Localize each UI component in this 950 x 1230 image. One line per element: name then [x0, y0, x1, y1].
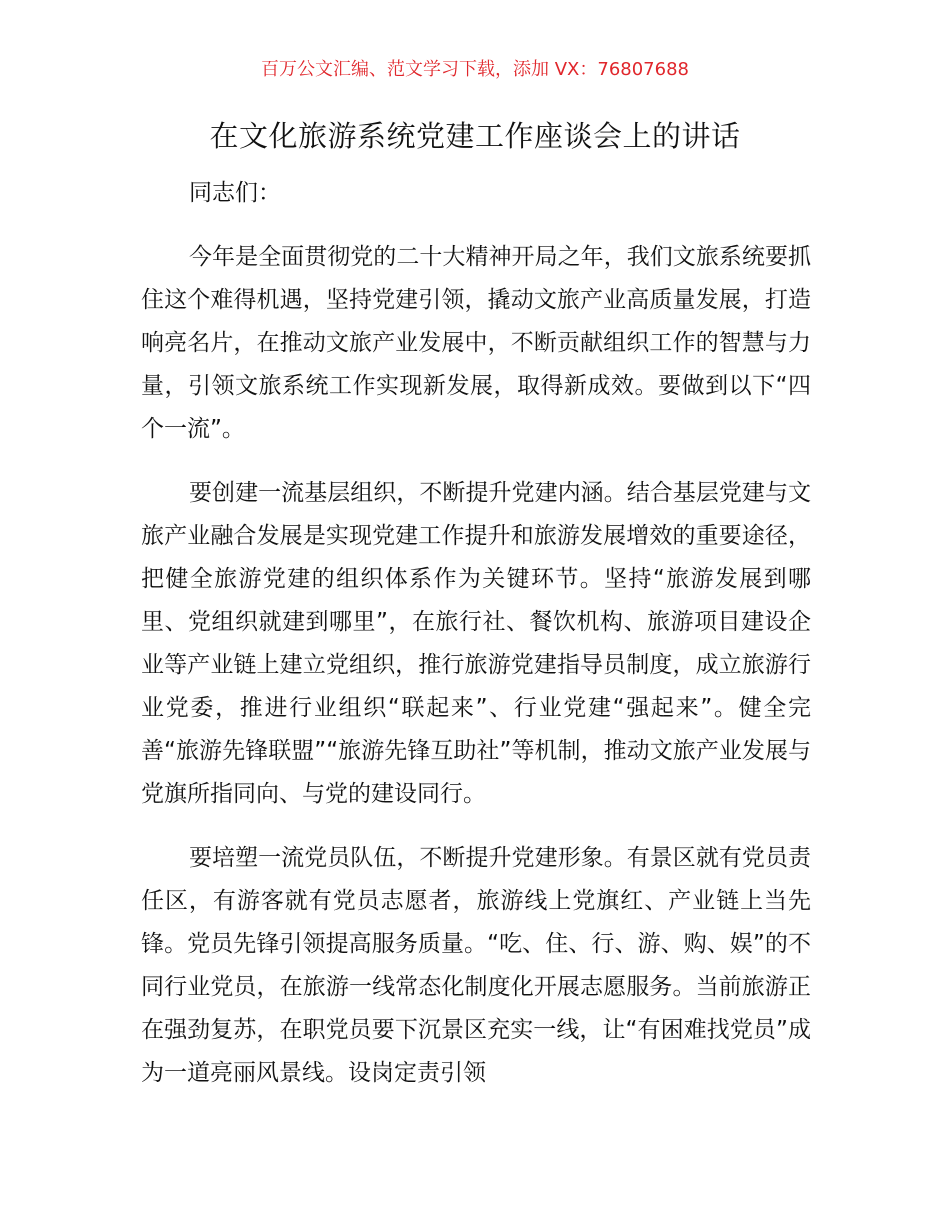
paragraph-3: 要培塑一流党员队伍，不断提升党建形象。有景区就有党员责任区，有游客就有党员志愿者，旅游线上党旗红、产业链上当先锋。党员先锋引领提高服务质量。“吃、住、行、游、购、娱”的不同行业党员，在旅游一线常态化制度化开展志愿服务。当前旅游正在强劲复苏，在职党员要下沉景区充实一线，让“有困难找党员”成为一道亮丽风景线。设岗定责引领	[141, 845, 811, 1086]
paragraph-1: 今年是全面贯彻党的二十大精神开局之年，我们文旅系统要抓住这个难得机遇，坚持党建引领，撬动文旅产业高质量发展，打造响亮名片，在推动文旅产业发展中，不断贡献组织工作的智慧与力量，引领文旅系统工作实现新发展，取得新成效。要做到以下“四个一流”。	[141, 244, 811, 442]
document-title: 在文化旅游系统党建工作座谈会上的讲话	[209, 119, 741, 153]
greeting: 同志们：	[189, 180, 281, 206]
paragraph-2: 要创建一流基层组织，不断提升党建内涵。结合基层党建与文旅产业融合发展是实现党建工作提升和旅游发展增效的重要途径，把健全旅游党建的组织体系作为关键环节。坚持“旅游发展到哪里、党组织就建到哪里”，在旅行社、餐饮机构、旅游项目建设企业等产业链上建立党组织，推行旅游党建指导员制度，成立旅游行业党委，推进行业组织“联起来”、行业党建“强起来”。健全完善“旅游先锋联盟”“旅游先锋互助社”等机制，推动文旅产业发展与党旗所指同向、与党的建设同行。	[141, 480, 811, 807]
header-watermark-note: 百万公文汇编、范文学习下载，添加 VX：76807688	[261, 59, 689, 80]
document-body	[141, 172, 811, 1116]
